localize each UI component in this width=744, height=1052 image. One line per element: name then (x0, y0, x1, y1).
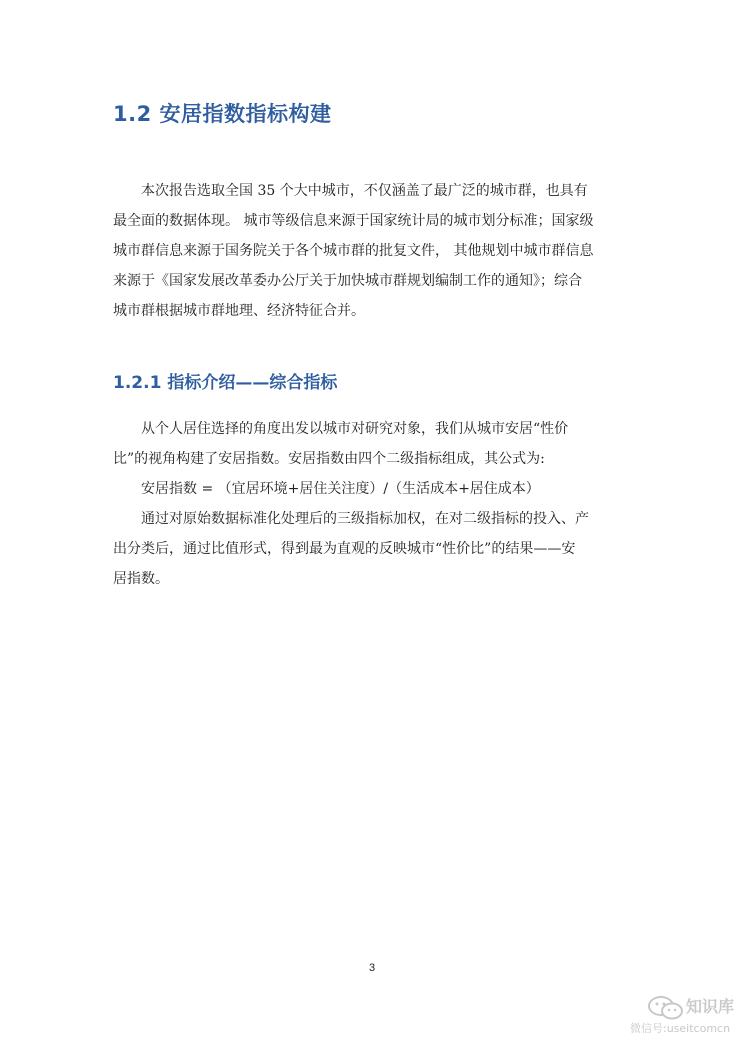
formula-line: 安居指数 = （宜居环境+居住关注度）/（生活成本+居住成本） (113, 481, 540, 497)
paragraph-line: 城市群信息来源于国务院关于各个城市群的批复文件， 其他规划中城市群信息 (113, 243, 594, 259)
watermark (624, 990, 742, 1042)
wechat-icon (646, 994, 686, 1022)
page-number: 3 (368, 962, 376, 974)
paragraph-line: 从个人居住选择的角度出发以城市对研究对象，我们从城市安居“性价 (113, 421, 569, 437)
section-heading: 1.2 安居指数指标构建 (113, 102, 332, 126)
indicator-paragraph (113, 414, 633, 594)
paragraph-line: 最全面的数据体现。 城市等级信息来源于国家统计局的城市划分标准；国家级 (113, 213, 594, 229)
paragraph-line: 来源于《国家发展改革委办公厅关于加快城市群规划编制工作的通知》；综合 (113, 273, 582, 289)
paragraph-line: 本次报告选取全国 35 个大中城市，不仅涵盖了最广泛的城市群，也具有 (113, 183, 588, 199)
watermark-sub: 微信号:useitcomcn (630, 1022, 731, 1035)
paragraph-line: 比”的视角构建了安居指数。安居指数由四个二级指标组成，其公式为: (113, 451, 545, 467)
intro-paragraph (113, 176, 633, 326)
paragraph-line: 居指数。 (113, 571, 169, 587)
subsection-heading: 1.2.1 指标介绍——综合指标 (113, 373, 338, 393)
watermark-name: 知识库 (686, 997, 735, 1016)
paragraph-line: 出分类后，通过比值形式，得到最为直观的反映城市“性价比”的结果——安 (113, 541, 576, 557)
paragraph-line: 城市群根据城市群地理、经济特征合并。 (113, 303, 365, 319)
paragraph-line: 通过对原始数据标准化处理后的三级指标加权，在对二级指标的投入、产 (113, 511, 589, 527)
